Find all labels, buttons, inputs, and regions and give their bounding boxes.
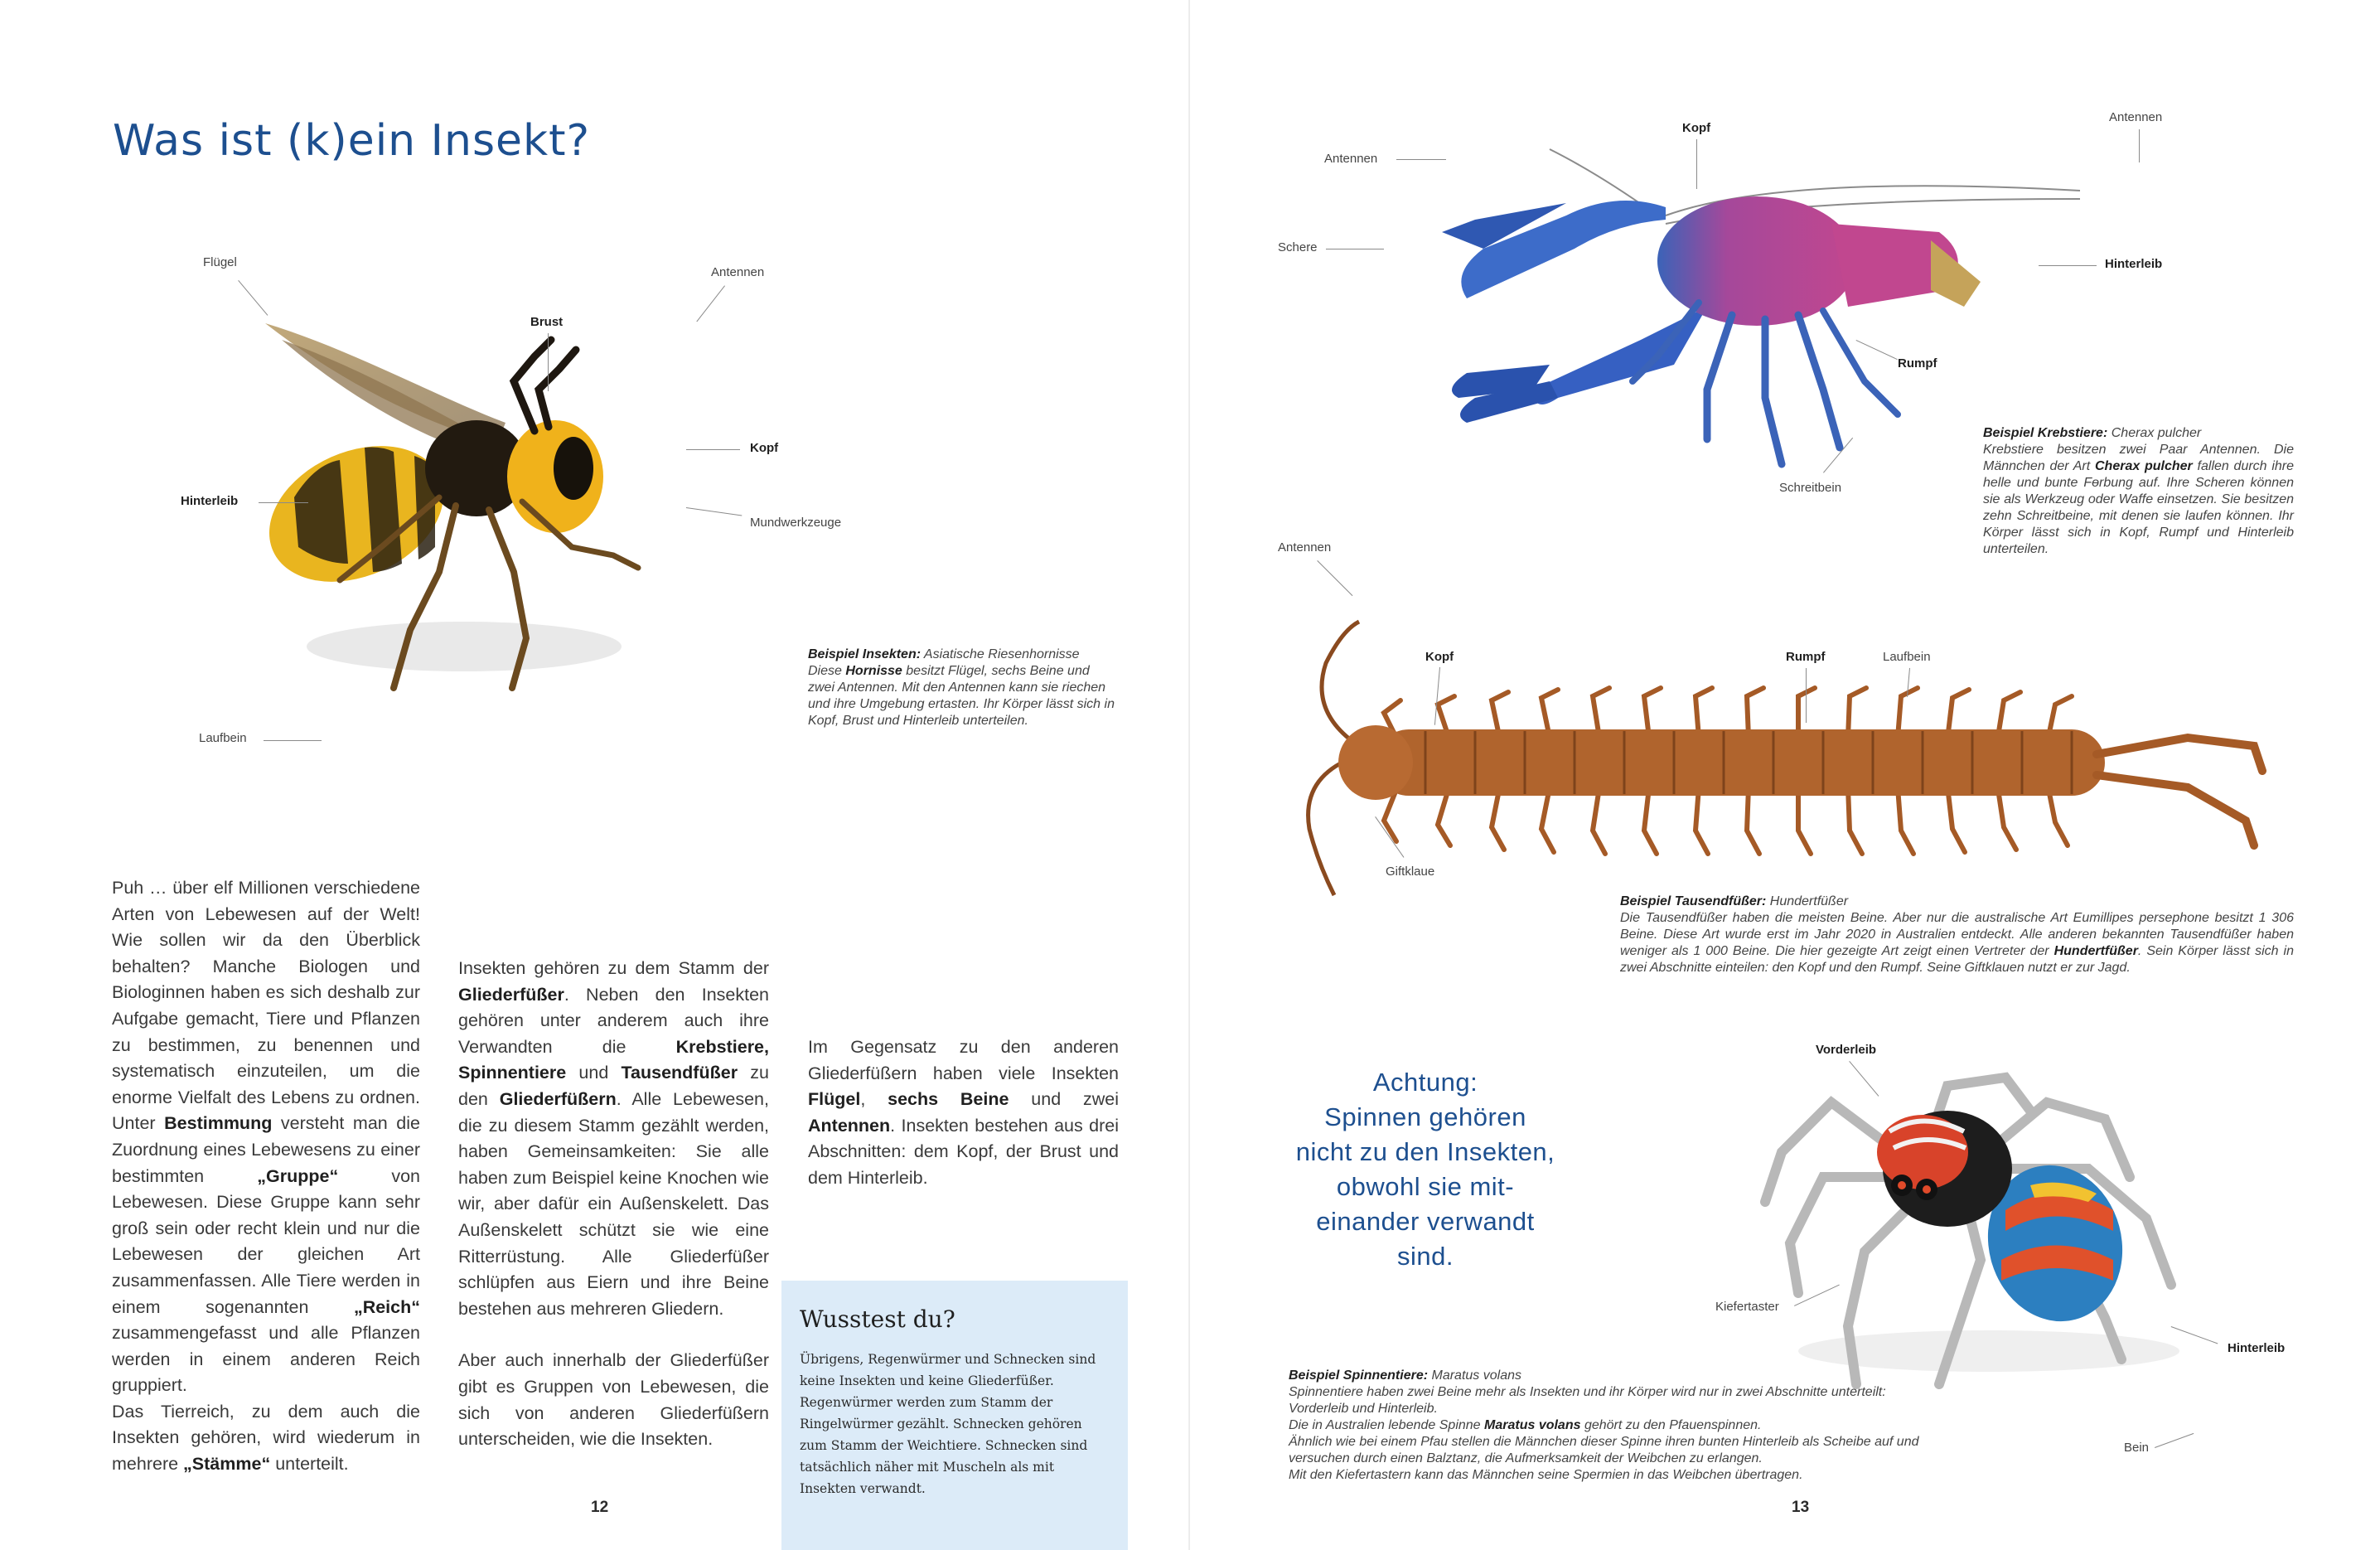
label-spider-vorderleib: Vorderleib bbox=[1816, 1043, 1877, 1057]
page-title: Was ist (k)ein Insekt? bbox=[113, 116, 591, 166]
label-crayfish-rumpf: Rumpf bbox=[1898, 356, 1937, 371]
leader-laufbein bbox=[264, 740, 322, 741]
leader-crayfish-antennen-right bbox=[2139, 129, 2140, 162]
leader-kopf bbox=[686, 449, 740, 450]
leader-crayfish-hinterleib bbox=[2039, 265, 2097, 266]
text-column-3: Im Gegensatz zu den anderen Gliederfüßern haben viele Insekten Flügel, sechs Beine und zwei Antennen. Insekten bestehen aus drei Abschnitten: dem Kopf, der Brust und dem Hinterleib. bbox=[808, 1037, 1120, 1188]
crayfish-caption: Beispiel Krebstiere: Cherax pulcher Krebstiere besitzen zwei Paar Antennen. Die Männchen der Art Cherax pulcher fallen durch ihre helle und bunte Fөrbung auf. Ihre Scheren können sie als Werkzeug oder Waffe einsetzen. Sie besitzen zehn Schreitbeine, mit denen sie laufen können. Ihr Körper lässt sich in Kopf, Rumpf und Hinterleib unterteilen. bbox=[1983, 426, 2295, 556]
info-box-title: Wusstest du? bbox=[800, 1305, 955, 1333]
achtung-note: Achtung: Spinnen gehören nicht zu den Insekten, obwohl sie mit- einander verwandt sind. bbox=[1295, 1068, 1555, 1271]
label-spider-bein: Bein bbox=[2124, 1441, 2150, 1455]
spider-illustration bbox=[1757, 1053, 2221, 1417]
text-column-1: Puh … über elf Millionen verschiedene Arten von Lebewesen auf der Welt! Wie sollen wir da den Überblick behalten? Manche Biologen und Biologinnen haben es sich deshalb zur Aufgabe gemacht, Tiere und Pflanzen zu bestimmen, zu benennen und systematisch einzuteilen, um die enorme Vielfalt des Lebens zu ordnen. Unter Bestimmung versteht man die Zuordnung eines Lebewesens zu einer bestimmten „Gruppe“ von Lebewesen. Diese Gruppe kann sehr groß sein oder recht klein und nur die Lebewesen der gleichen Art zusammenfassen. Alle Tiere werden in einem sogenannten „Reich“ zusammengefasst und alle Pflanzen werden in einem anderen Reich gruppiert. Das Tierreich, zu dem auch die Insekten gehören, wird wiederum in mehrere „Stämme“ unterteilt. bbox=[112, 878, 420, 1475]
text-column-2: Insekten gehören zu dem Stamm der Gliederfüßer. Neben den Insekten gehören unter anderem auch ihre Verwandten die Krebstiere, Spinnentiere und Tausendfüßer zu den Gliederfüßern. Alle Lebewesen, die zu diesem Stamm gezählt werden, haben Gemeinsamkeiten: Sie alle haben zum Beispiel keine Knochen wie wir, aber dafür ein Außenskelett. Das Außenskelett schützt sie wie eine Ritterrüstung. Alle Gliederfüßer schlüpfen aus Eiern und ihre Beine bestehen aus mehreren Gliedern. Aber auch innerhalb der Gliederfüßer gibt es Gruppen von Lebewesen, die sich von anderen Gliederfüßern unterscheiden, wie die Insekten. bbox=[458, 958, 769, 1450]
label-centipede-kopf: Kopf bbox=[1425, 650, 1454, 664]
label-antennen: Antennen bbox=[711, 265, 765, 279]
label-centipede-rumpf: Rumpf bbox=[1786, 650, 1826, 664]
centipede-caption: Beispiel Tausendfüßer: Hundertfüßer Die Tausendfüßer haben die meisten Beine. Aber nur die australische Art Eumillipes persephone besitzt 1 306 Beine. Diese Art wurde erst im Jahr 2020 in Australien entdeckt. Alle anderen bekannten Tausendfüßer haben weniger als 1 000 Beine. Die hier gezeigte Art zeigt einen Vertreter der Hundertfüßer. Sein Körper lässt sich in zwei Abschnitte einteilen: den Kopf und den Rumpf. Seine Giftklauen nutzt er zur Jagd. bbox=[1620, 894, 2294, 975]
label-centipede-antennen: Antennen bbox=[1278, 540, 1332, 555]
label-brust: Brust bbox=[530, 315, 564, 329]
info-box-text: Übrigens, Regenwürmer und Schnecken sind keine Insekten und keine Gliederfüßer. Regenwürmer werden zum Stamm der Ringelwürmer gezählt. Schnecken gehören zum Stamm der Weichtiere. Schnecken sind tatsächlich näher mit Muscheln als mit Insekten verwandt. bbox=[800, 1352, 1096, 1496]
label-spider-kiefertaster: Kiefertaster bbox=[1715, 1300, 1779, 1314]
label-laufbein: Laufbein bbox=[199, 731, 247, 745]
leader-crayfish-kopf bbox=[1696, 139, 1697, 189]
leader-hinterleib bbox=[259, 502, 308, 503]
label-crayfish-kopf: Kopf bbox=[1682, 121, 1711, 135]
label-spider-hinterleib: Hinterleib bbox=[2228, 1341, 2286, 1355]
label-crayfish-antennen-left: Antennen bbox=[1324, 152, 1378, 166]
label-crayfish-hinterleib: Hinterleib bbox=[2105, 257, 2163, 271]
label-hinterleib: Hinterleib bbox=[181, 494, 239, 508]
leader-brust bbox=[548, 333, 549, 391]
label-centipede-giftklaue: Giftklaue bbox=[1386, 865, 1435, 879]
leader-centipede-rumpf bbox=[1806, 668, 1807, 723]
label-kopf: Kopf bbox=[750, 441, 779, 455]
page-number-left: 12 bbox=[591, 1499, 609, 1516]
label-centipede-laufbein: Laufbein bbox=[1883, 650, 1931, 664]
label-crayfish-schere: Schere bbox=[1278, 240, 1318, 254]
label-crayfish-schreitbein: Schreitbein bbox=[1779, 481, 1842, 495]
page-number-right: 13 bbox=[1792, 1499, 1810, 1516]
info-box bbox=[781, 1281, 1128, 1550]
leader-crayfish-antennen-left bbox=[1396, 159, 1446, 160]
hornet-illustration bbox=[249, 298, 713, 763]
label-fluegel: Flügel bbox=[203, 255, 237, 269]
spider-caption: Beispiel Spinnentiere: Maratus volans Spinnentiere haben zwei Beine mehr als Insekten und ihr Körper wird nur in zwei Abschnitte unterteilt: Vorderleib und Hinterleib. Die in Australien lebende Spinne Maratus volans gehört zu den Pfauenspinnen. Ähnlich wie bei einem Pfau stellen die Männchen dieser Spinne ihren bunten Hinterleib als Scheibe auf und versuchen durch einen Balztanz, die Aufmerksamkeit der Weibchen zu erlangen. Mit den Kiefertastern kann das Männchen seine Spermien in das Weibchen übertragen. bbox=[1289, 1368, 1919, 1482]
label-mundwerkzeuge: Mundwerkzeuge bbox=[750, 516, 842, 530]
label-crayfish-antennen-right: Antennen bbox=[2109, 110, 2163, 124]
hornet-caption: Beispiel Insekten: Asiatische Riesenhornisse Diese Hornisse besitzt Flügel, sechs Beine und zwei Antennen. Mit den Antennen kann sie riechen und ihre Umgebung ertasten. Ihr Körper lässt sich in Kopf, Brust und Hinterleib unterteilen. bbox=[808, 647, 1115, 728]
